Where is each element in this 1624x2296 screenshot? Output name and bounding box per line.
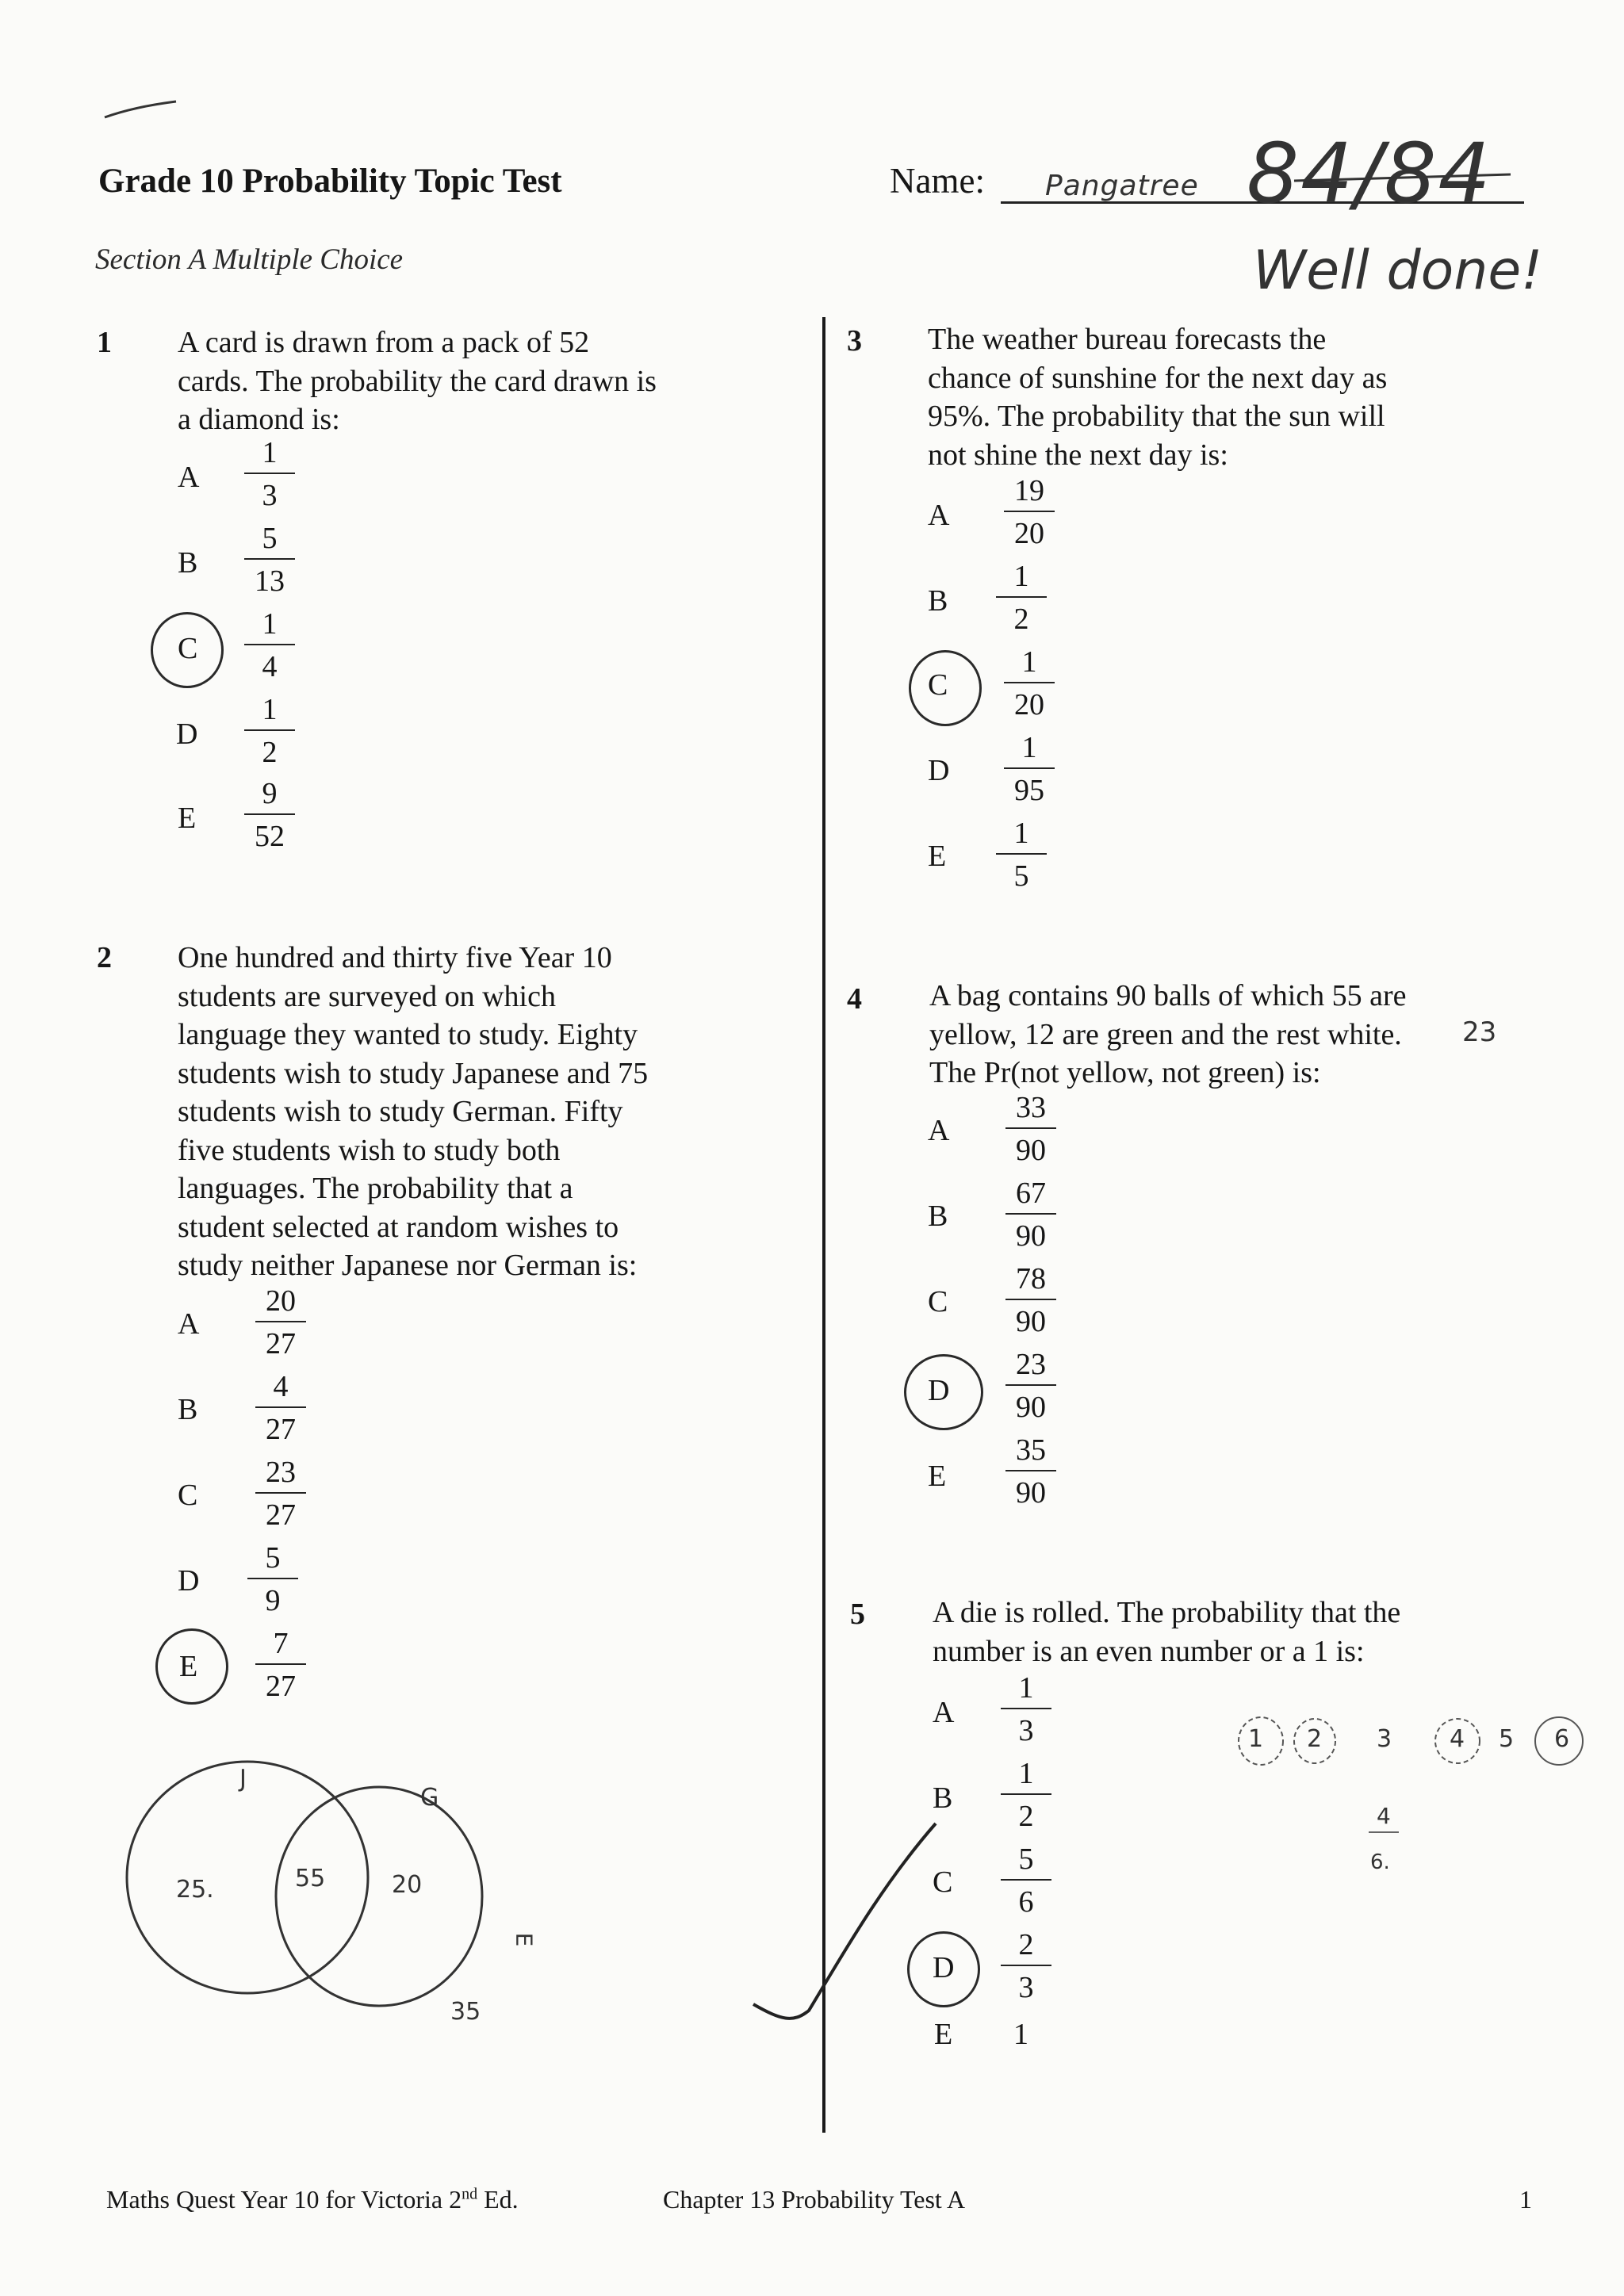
- q1-option-d-fraction: 1 2: [244, 695, 295, 767]
- q1-option-a-fraction: 1 3: [244, 438, 295, 511]
- name-label: Name:: [890, 161, 985, 201]
- venn-circle-japanese: [127, 1762, 368, 1993]
- venn-side-mark: E: [511, 1932, 538, 1947]
- q5-note-denominator: 6.: [1370, 1850, 1390, 1874]
- q5-option-d-fraction: 2 3: [1001, 1930, 1051, 2003]
- q2-option-d-letter[interactable]: D: [178, 1564, 200, 1598]
- question-3-text: The weather bureau forecasts the chance of sunshine for the next day as 95%. The probability that the sun will not shine the next day is:: [928, 323, 1388, 472]
- q5-option-a-fraction: 1 3: [1001, 1673, 1051, 1746]
- q5-die-face-2: 2: [1307, 1725, 1323, 1753]
- question-4-text: A bag contains 90 balls of which 55 are yellow, 12 are green and the rest white. The Pr(not yellow, not green) is:: [929, 979, 1407, 1089]
- q1-option-c-fraction: 1 4: [244, 609, 295, 682]
- q5-die-face-4: 4: [1450, 1725, 1465, 1753]
- q5-die-face-1: 1: [1248, 1725, 1264, 1753]
- q1-option-e-fraction: 9 52: [244, 779, 295, 851]
- venn-left-label: J: [239, 1765, 247, 1793]
- q3-option-c-fraction: 1 20: [1004, 647, 1055, 720]
- q2-option-b-letter[interactable]: B: [178, 1393, 198, 1426]
- q3-option-b-fraction: 1 2: [996, 561, 1047, 634]
- q5-option-e-letter[interactable]: E: [934, 2018, 953, 2051]
- question-5-number: 5: [850, 1598, 865, 1631]
- question-4-number: 4: [847, 982, 862, 1016]
- q1-selected-circle: [151, 612, 224, 688]
- q4-option-c-letter[interactable]: C: [928, 1285, 948, 1318]
- q3-option-c-letter[interactable]: C: [928, 668, 948, 702]
- venn-overlap-value: 55: [295, 1865, 326, 1892]
- q4-selected-circle: [904, 1354, 983, 1430]
- handwritten-comment: Well done!: [1253, 239, 1543, 302]
- q4-handwritten-note: 23: [1462, 1016, 1497, 1048]
- q5-die-face-6: 6: [1554, 1725, 1570, 1753]
- q1-option-e-letter[interactable]: E: [178, 802, 197, 835]
- question-3-number: 3: [847, 324, 862, 358]
- question-2-number: 2: [97, 941, 112, 974]
- q2-option-b-fraction: 4 27: [255, 1372, 306, 1445]
- q4-option-a-letter[interactable]: A: [928, 1114, 950, 1147]
- question-2-text: One hundred and thirty five Year 10 students are surveyed on which language they wanted to study. Eighty students wish to study Japanese and 75 students wish to study German. Fifty five students wish to study both languages. The probability that a student selected at random wishes to study neither Japanese nor German is:: [178, 941, 649, 1282]
- q4-option-d-letter[interactable]: D: [928, 1374, 950, 1407]
- venn-right-value: 20: [392, 1871, 423, 1899]
- q3-option-e-fraction: 1 5: [996, 818, 1047, 891]
- question-5-text: A die is rolled. The probability that the number is an even number or a 1 is:: [933, 1596, 1401, 1668]
- q3-option-d-letter[interactable]: D: [928, 754, 950, 787]
- q3-option-d-fraction: 1 95: [1004, 733, 1055, 806]
- handwritten-score: 84/84: [1247, 125, 1492, 222]
- q5-note-numerator: 4: [1377, 1803, 1391, 1829]
- test-title: Grade 10 Probability Topic Test: [98, 163, 562, 200]
- q5-note-bar: [1369, 1831, 1399, 1833]
- q4-option-b-letter[interactable]: B: [928, 1200, 948, 1233]
- handwritten-name: Pangatree: [1045, 170, 1199, 202]
- q5-selected-circle: [907, 1931, 980, 2007]
- question-1-number: 1: [97, 326, 112, 359]
- q5-option-e-value: 1: [1013, 2018, 1028, 2051]
- q5-option-b-letter[interactable]: B: [933, 1781, 953, 1815]
- q2-option-e-fraction: 7 27: [255, 1628, 306, 1701]
- q5-die-face-5: 5: [1499, 1725, 1515, 1753]
- q3-selected-circle: [909, 650, 982, 726]
- q1-option-b-letter[interactable]: B: [178, 546, 198, 580]
- q3-option-e-letter[interactable]: E: [928, 840, 947, 873]
- q5-option-c-letter[interactable]: C: [933, 1866, 953, 1899]
- q2-option-c-letter[interactable]: C: [178, 1479, 198, 1512]
- footer-book: Maths Quest Year 10 for Victoria 2nd Ed.: [106, 2185, 519, 2214]
- q4-option-c-fraction: 78 90: [1005, 1264, 1056, 1337]
- q4-option-b-fraction: 67 90: [1005, 1178, 1056, 1251]
- q5-option-d-letter[interactable]: D: [933, 1951, 955, 1984]
- q2-selected-circle: [155, 1628, 228, 1705]
- footer-page-number: 1: [1519, 2185, 1532, 2214]
- q3-option-a-letter[interactable]: A: [928, 499, 950, 532]
- question-1-text: A card is drawn from a pack of 52 cards. The probability the card drawn is a diamond is:: [178, 326, 657, 436]
- q1-option-b-fraction: 5 13: [244, 523, 295, 596]
- q5-die-face-3: 3: [1377, 1725, 1392, 1753]
- q5-option-c-fraction: 5 6: [1001, 1844, 1051, 1917]
- venn-outside-value: 35: [450, 1998, 481, 2026]
- q3-option-b-letter[interactable]: B: [928, 584, 948, 618]
- section-heading: Section A Multiple Choice: [95, 243, 404, 276]
- q2-option-a-fraction: 20 27: [255, 1286, 306, 1359]
- venn-right-label: G: [420, 1784, 439, 1812]
- q5-option-b-fraction: 1 2: [1001, 1758, 1051, 1831]
- column-divider: [822, 317, 825, 2133]
- q5-option-a-letter[interactable]: A: [933, 1696, 955, 1729]
- footer-chapter: Chapter 13 Probability Test A: [663, 2185, 966, 2214]
- q4-option-e-fraction: 35 90: [1005, 1435, 1056, 1508]
- venn-left-value: 25.: [176, 1876, 214, 1904]
- q2-option-d-fraction: 5 9: [247, 1543, 298, 1616]
- q3-option-a-fraction: 19 20: [1004, 476, 1055, 549]
- tick-mark-icon: [753, 1823, 936, 2019]
- q1-option-d-letter[interactable]: D: [176, 718, 198, 751]
- pen-mark-top-left: [105, 101, 176, 117]
- q1-option-c-letter[interactable]: C: [178, 632, 198, 665]
- venn-circle-german: [276, 1787, 482, 2006]
- q4-option-d-fraction: 23 90: [1005, 1349, 1056, 1422]
- q4-option-a-fraction: 33 90: [1005, 1093, 1056, 1165]
- q2-option-e-letter[interactable]: E: [179, 1650, 198, 1683]
- q4-option-e-letter[interactable]: E: [928, 1460, 947, 1493]
- q1-option-a-letter[interactable]: A: [178, 461, 200, 494]
- q2-option-a-letter[interactable]: A: [178, 1307, 200, 1341]
- q2-option-c-fraction: 23 27: [255, 1457, 306, 1530]
